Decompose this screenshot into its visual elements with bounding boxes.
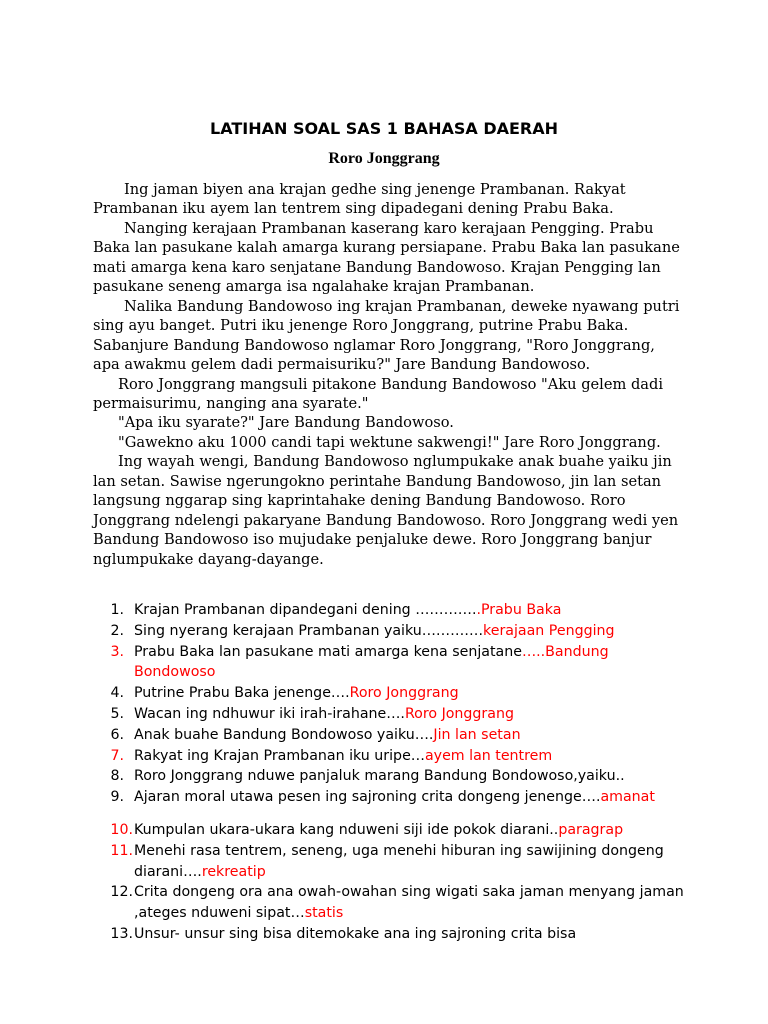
question-item xyxy=(93,882,693,924)
question-item xyxy=(93,746,693,767)
question-number: 7. xyxy=(110,747,124,764)
story-paragraph: Roro Jonggrang mangsuli pitakone Bandung Bandowoso "Aku gelem dadi permaisurimu, nanging ana syarate." xyxy=(93,375,664,412)
question-answer: paragrap xyxy=(558,821,624,838)
question-number: 1. xyxy=(110,602,124,618)
question-number: 5. xyxy=(110,705,124,722)
question-answer: amanat xyxy=(600,789,655,806)
question-answer: …..Bandung Bondowoso xyxy=(134,643,609,681)
question-text: Wacan ing ndhuwur iki irah-irahane…. xyxy=(134,705,405,722)
story-title: Roro Jonggrang xyxy=(328,150,440,167)
story-text xyxy=(93,180,683,569)
question-item xyxy=(93,787,693,808)
question-text: Prabu Baka lan pasukane mati amarga kena senjatane xyxy=(134,643,522,660)
question-answer: ayem lan tentrem xyxy=(424,747,553,764)
story-paragraph: Nanging kerajaan Prambanan kaserang karo kerajaan Pengging. Prabu Baka lan pasukane kalah amarga kurang persiapane. Prabu Baka lan pasukane mati amarga kena karo senjatane Bandung Bandowoso. Krajan Pengging lan pasukane seneng amarga isa ngalahake krajan Prambanan. xyxy=(93,219,680,296)
question-item xyxy=(93,600,693,621)
question-number: 11. xyxy=(110,842,133,859)
story-paragraph: Ing jaman biyen ana krajan gedhe sing jenenge Prambanan. Rakyat Prambanan iku ayem lan tentrem sing dipadegani dening Prabu Baka. xyxy=(93,181,626,218)
question-item xyxy=(93,704,693,725)
question-answer: kerajaan Pengging xyxy=(483,622,615,639)
question-item xyxy=(93,924,693,945)
question-answer: Roro Jonggrang xyxy=(404,705,514,722)
question-text: Anak buahe Bandung Bondowoso yaiku…. xyxy=(134,726,434,743)
question-text: Unsur- unsur sing bisa ditemokake ana ing sajroning crita bisa xyxy=(134,925,577,942)
question-text: Krajan Prambanan dipandegani dening …………. xyxy=(134,602,477,618)
question-number: 2. xyxy=(110,622,124,639)
question-number: 3. xyxy=(110,643,124,660)
question-text: Menehi rasa tentrem, seneng, uga menehi hiburan ing sawijining dongeng diarani…. xyxy=(134,842,664,880)
question-number: 4. xyxy=(110,685,124,702)
question-item xyxy=(93,725,693,746)
question-text: Rakyat ing Krajan Prambanan iku uripe… xyxy=(134,747,425,764)
question-number: 10. xyxy=(110,821,133,838)
question-item xyxy=(93,820,693,841)
question-number: 9. xyxy=(110,789,124,806)
question-item xyxy=(93,642,693,684)
question-item xyxy=(93,683,693,704)
question-text: Kumpulan ukara-ukara kang nduweni siji ide pokok diarani.. xyxy=(134,821,559,838)
story-paragraph: "Apa iku syarate?" Jare Bandung Bandowoso. xyxy=(118,414,454,432)
question-answer: Roro Jonggrang xyxy=(349,685,459,702)
question-number: 12. xyxy=(110,884,133,901)
question-number: 8. xyxy=(110,768,124,785)
story-paragraph: "Gawekno aku 1000 candi tapi wektune sakwengi!" Jare Roro Jonggrang. xyxy=(118,433,661,451)
question-number: 13. xyxy=(110,925,133,942)
question-answer: rekreatip xyxy=(201,863,266,880)
question-answer: .Prabu Baka xyxy=(476,602,562,618)
question-text: Sing nyerang kerajaan Prambanan yaiku…………. xyxy=(134,622,484,639)
document-title: LATIHAN SOAL SAS 1 BAHASA DAERAH xyxy=(210,119,558,138)
question-answer: Jin lan setan xyxy=(433,726,521,743)
question-item xyxy=(93,766,693,787)
question-list xyxy=(93,600,693,945)
question-text: Putrine Prabu Baka jenenge…. xyxy=(134,685,350,702)
question-text: Crita dongeng ora ana owah-owahan sing wigati saka jaman menyang jaman ,ateges nduweni sipat… xyxy=(134,884,684,922)
question-text: Roro Jonggrang nduwe panjaluk marang Bandung Bondowoso,yaiku.. xyxy=(134,768,625,785)
question-number: 6. xyxy=(110,726,124,743)
question-item xyxy=(93,841,693,883)
story-paragraph: Ing wayah wengi, Bandung Bandowoso nglumpukake anak buahe yaiku jin lan setan. Sawise ngerungokno perintahe Bandung Bandowoso, jin lan setan langsung nggarap sing kaprintahake dening Bandung Bandowoso. Roro Jonggrang ndelengi pakaryane Bandung Bandowoso. Roro Jonggrang wedi yen Bandung Bandowoso iso mujudake penjaluke dewe. Roro Jonggrang banjur nglumpukake dayang-dayange. xyxy=(93,453,679,568)
question-answer: statis xyxy=(304,905,344,922)
story-paragraph: Nalika Bandung Bandowoso ing krajan Prambanan, deweke nyawang putri sing ayu banget. Putri iku jenenge Roro Jonggrang, putrine Prabu Baka. Sabanjure Bandung Bandowoso nglamar Roro Jonggrang, "Roro Jonggrang, apa awakmu gelem dadi permaisuriku?" Jare Bandung Bandowoso. xyxy=(93,297,680,374)
question-item xyxy=(93,621,693,642)
question-text: Ajaran moral utawa pesen ing sajroning crita dongeng jenenge…. xyxy=(134,789,601,806)
